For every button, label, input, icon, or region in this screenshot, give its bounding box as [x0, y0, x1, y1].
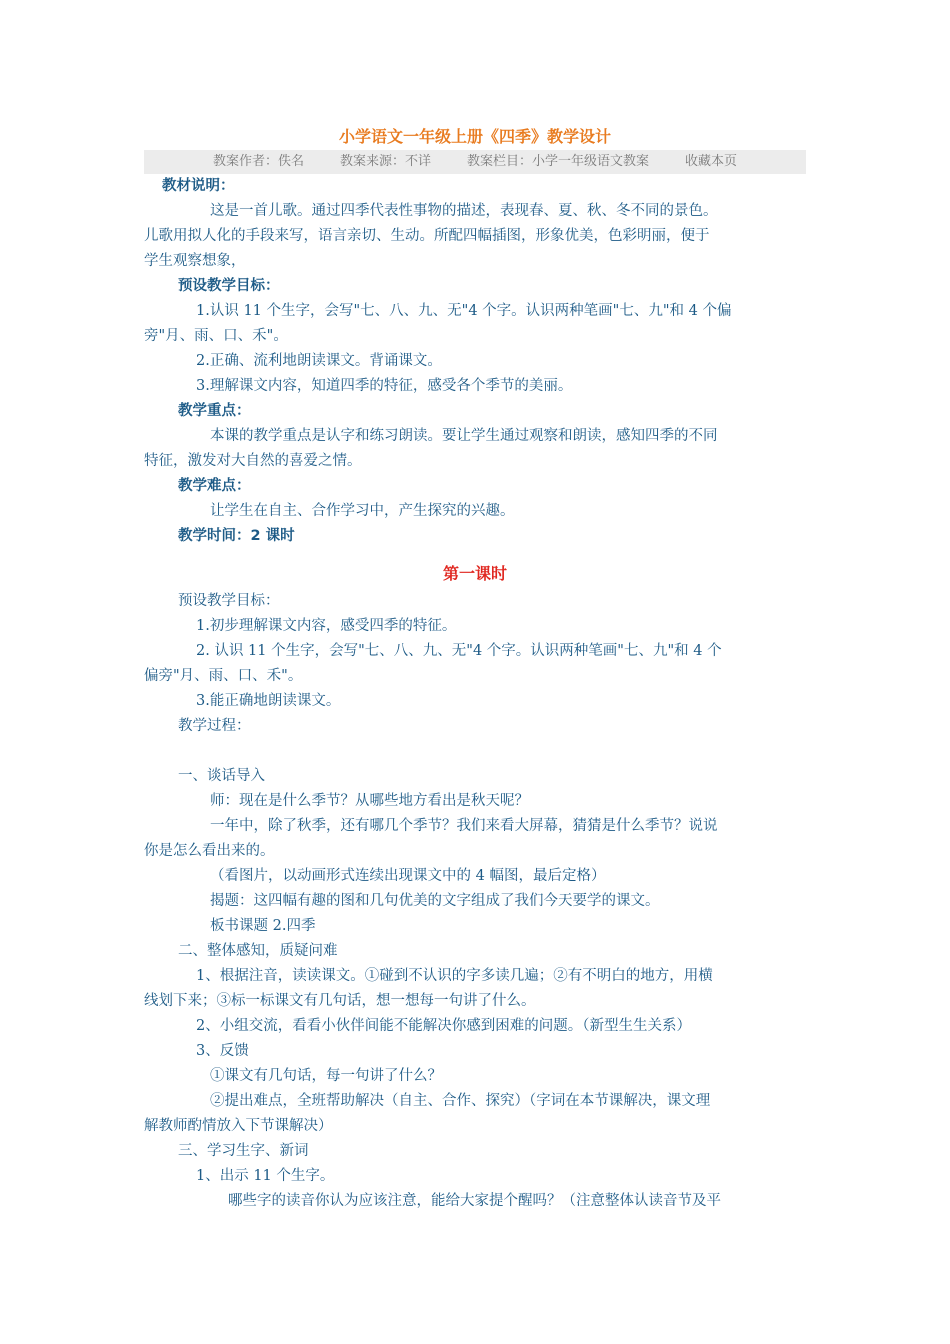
material-text-3: 学生观察想象， [144, 253, 246, 269]
goals-heading: 预设教学目标： [178, 278, 280, 294]
difficulty-text: 让学生在自主、合作学习中，产生探究的兴趣。 [210, 503, 515, 519]
step2-3b1: ②提出难点，全班帮助解决（自主、合作、探究）（字词在本节课解决，课文理 [210, 1093, 711, 1109]
goal-2: 2.正确、流利地朗读课文。背诵课文。 [196, 353, 442, 369]
step2-3a: ①课文有几句话，每一句讲了什么？ [210, 1068, 442, 1084]
goal-1a: 1.认识 11 个生字，会写"七、八、九、无"4 个字。认识两种笔画"七、九"和 4 个偏 [196, 303, 732, 319]
material-text-1: 这是一首儿歌。通过四季代表性事物的描述，表现春、夏、秋、冬不同的景色。 [210, 203, 718, 219]
step2-3b2: 解教师酌情放入下节课解决） [144, 1118, 333, 1134]
difficulty-heading: 教学难点： [178, 478, 251, 494]
material-heading: 教材说明： [162, 178, 235, 194]
step2-3: 3、反馈 [196, 1043, 249, 1059]
step1-b1: 一年中，除了秋季，还有哪几个季节？我们来看大屏幕，猜猜是什么季节？说说 [210, 818, 718, 834]
step3-1: 1、出示 11 个生字。 [196, 1168, 335, 1184]
lesson1-goal-3: 3.能正确地朗读课文。 [196, 693, 341, 709]
step2-2: 2、小组交流，看看小伙伴间能不能解决你感到困难的问题。（新型生生关系） [196, 1018, 691, 1034]
process-heading: 教学过程： [178, 718, 251, 734]
document-title: 小学语文一年级上册《四季》教学设计 [338, 127, 611, 146]
step3-1a: 哪些字的读音你认为应该注意，能给大家提个醒吗？（注意整体认读音节及平 [228, 1193, 721, 1209]
meta-column[interactable]: 教案栏目：小学一年级语文教案 [467, 154, 650, 169]
key-text-2: 特征，激发对大自然的喜爱之情。 [144, 453, 362, 469]
meta-bar [144, 150, 806, 174]
meta-source: 教案来源：不详 [339, 154, 431, 169]
step1-heading: 一、谈话导入 [178, 768, 265, 784]
step1-e: 板书课题 2.四季 [210, 918, 316, 934]
lesson1-goal-1: 1.初步理解课文内容，感受四季的特征。 [196, 618, 457, 634]
step1-c: （看图片，以动画形式连续出现课文中的 4 幅图，最后定格） [210, 868, 606, 884]
material-text-2: 儿歌用拟人化的手段来写，语言亲切、生动。所配四幅插图，形象优美，色彩明丽，便于 [144, 228, 710, 244]
step2-1b: 线划下来；③标一标课文有几句话，想一想每一句讲了什么。 [144, 993, 536, 1009]
bookmark-link[interactable]: 收藏本页 [685, 154, 738, 169]
time-heading: 教学时间：2 课时 [178, 528, 295, 544]
key-text-1: 本课的教学重点是认字和练习朗读。要让学生通过观察和朗读，感知四季的不同 [210, 428, 718, 444]
meta-author: 教案作者：佚名 [212, 154, 304, 169]
step1-a: 师：现在是什么季节？从哪些地方看出是秋天呢？ [210, 793, 529, 809]
key-heading: 教学重点： [178, 403, 251, 419]
step2-1a: 1、根据注音，读读课文。①碰到不认识的字多读几遍；②有不明白的地方，用横 [196, 968, 713, 984]
step2-heading: 二、整体感知，质疑问难 [178, 943, 338, 959]
lesson1-goals-heading: 预设教学目标： [178, 593, 280, 609]
lesson1-goal-2b: 偏旁"月、雨、口、禾"。 [144, 668, 303, 684]
goal-3: 3.理解课文内容，知道四季的特征，感受各个季节的美丽。 [196, 378, 573, 394]
step1-b2: 你是怎么看出来的。 [144, 843, 275, 859]
step1-d: 揭题：这四幅有趣的图和几句优美的文字组成了我们今天要学的课文。 [210, 893, 660, 909]
goal-1b: 旁"月、雨、口、禾"。 [144, 328, 288, 344]
step3-heading: 三、学习生字、新词 [178, 1143, 309, 1159]
document-page [144, 124, 806, 1214]
lesson1-goal-2a: 2. 认识 11 个生字，会写"七、八、九、无"4 个字。认识两种笔画"七、九"和 4 个 [196, 643, 722, 659]
lesson1-heading: 第一课时 [442, 564, 507, 583]
